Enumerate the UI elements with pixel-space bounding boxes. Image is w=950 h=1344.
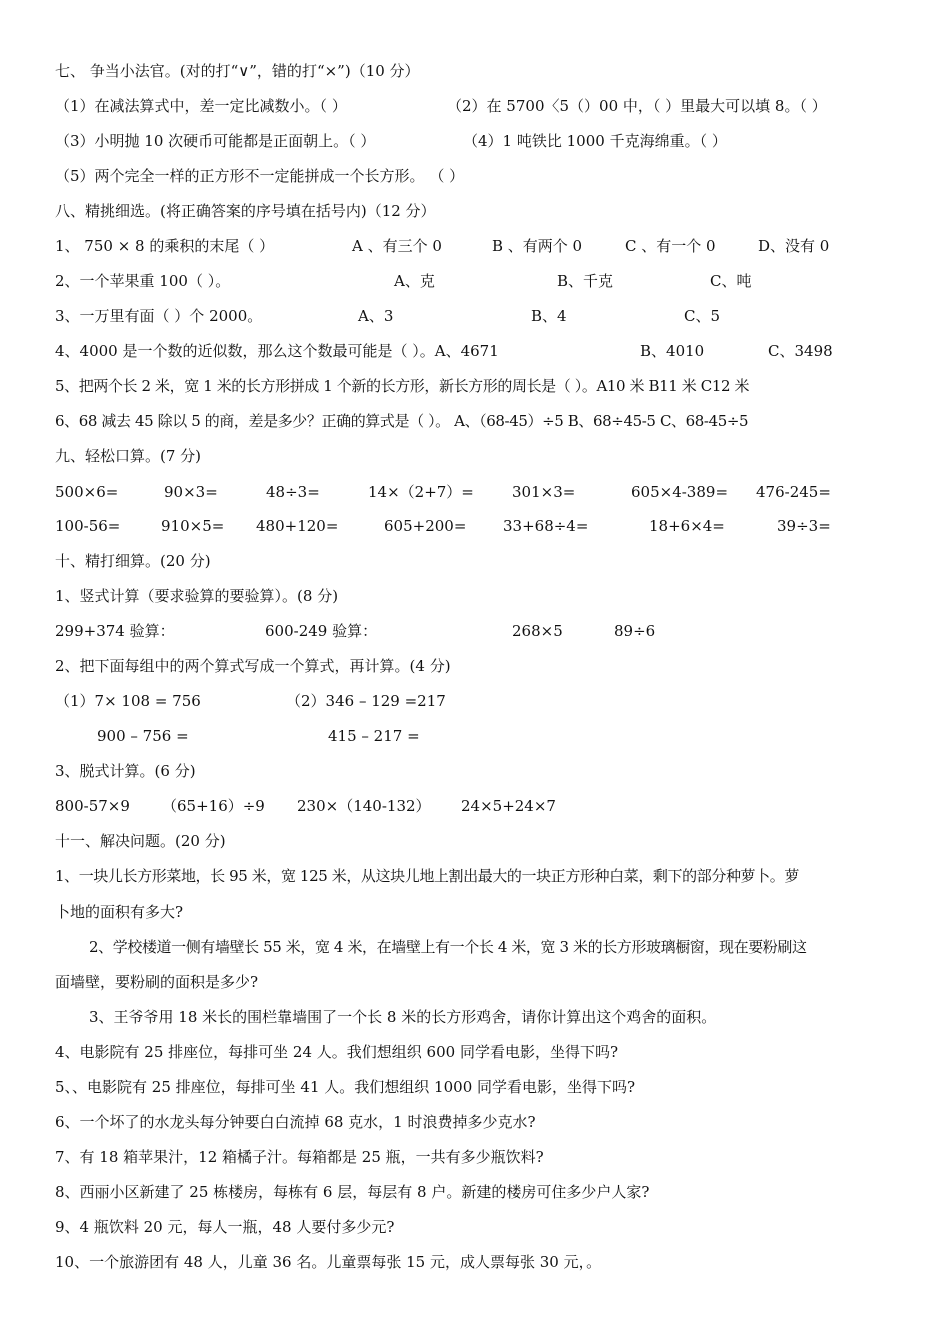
s10-group-1-line-2: 900 – 756 = [97, 727, 189, 745]
s8-q1-stem: 1、 750 × 8 的乘积的末尾（ ） [55, 237, 275, 255]
mental-calc-item: 301×3= [512, 483, 576, 501]
s11-problem-1-line-2: 卜地的面积有多大? [55, 903, 184, 921]
s8-q3-option-b: B、4 [531, 307, 567, 325]
s11-problem-9: 9、4 瓶饮料 20 元，每人一瓶，48 人要付多少元? [55, 1218, 395, 1236]
s10-group-1-line-1: （1）7× 108 = 756 [55, 692, 201, 710]
s11-problem-6: 6、一个坏了的水龙头每分钟要白白流掉 68 克水，1 时浪费掉多少克水? [55, 1113, 536, 1131]
s11-problem-1-line-1: 1、一块儿长方形菜地，长 95 米，宽 125 米，从这块儿地上割出最大的一块正方形种白菜，剩下的部分种萝卜。萝 [55, 867, 799, 885]
mental-calc-item: 500×6= [55, 483, 119, 501]
mental-calc-item: 605×4-389= [631, 483, 729, 501]
mental-calc-item: 605+200= [384, 517, 467, 535]
s7-question-3: （3）小明抛 10 次硬币可能都是正面朝上。（ ） [55, 132, 376, 150]
s8-q1-option-a: A 、有三个 0 [352, 237, 442, 255]
s8-q2-option-c: C、吨 [710, 272, 752, 290]
s11-problem-4: 4、电影院有 25 排座位，每排可坐 24 人。我们想组织 600 同学看电影，坐得下吗? [55, 1043, 619, 1061]
vertical-calc-item: 299+374 验算： [55, 622, 175, 640]
s10-sub-3: 3、脱式计算。(6 分) [55, 762, 196, 780]
stepwise-calc-item: （65+16）÷9 [162, 797, 265, 815]
s8-q3-stem: 3、一万里有面（ ）个 2000。 [55, 307, 263, 325]
mental-calc-item: 100-56= [55, 517, 121, 535]
s11-problem-8: 8、西丽小区新建了 25 栋楼房，每栋有 6 层，每层有 8 户。新建的楼房可住多少户人家? [55, 1183, 650, 1201]
mental-calc-item: 14×（2+7）= [368, 483, 474, 501]
mental-calc-item: 476-245= [756, 483, 831, 501]
s10-sub-1: 1、竖式计算（要求验算的要验算）。(8 分) [55, 587, 339, 605]
s11-problem-2-line-1: 2、学校楼道一侧有墙壁长 55 米，宽 4 米，在墙壁上有一个长 4 米，宽 3 米的长方形玻璃橱窗，现在要粉刷这 [89, 938, 807, 956]
section-9-title: 九、轻松口算。(7 分) [55, 447, 202, 465]
s10-sub-2: 2、把下面每组中的两个算式写成一个算式，再计算。(4 分) [55, 657, 451, 675]
s8-q2-option-a: A、克 [394, 272, 435, 290]
section-7-title: 七、 争当小法官。(对的打“∨”，错的打“×”)（10 分） [55, 62, 420, 80]
s8-q3-option-c: C、5 [684, 307, 721, 325]
mental-calc-item: 33+68÷4= [503, 517, 589, 535]
vertical-calc-item: 268×5 [512, 622, 563, 640]
s8-q1-option-d: D、没有 0 [758, 237, 830, 255]
mental-calc-item: 39÷3= [777, 517, 831, 535]
s8-q3-option-a: A、3 [358, 307, 394, 325]
s8-q2-option-b: B、千克 [557, 272, 614, 290]
mental-calc-item: 480+120= [256, 517, 339, 535]
section-10-title: 十、精打细算。(20 分) [55, 552, 211, 570]
s11-problem-3: 3、王爷爷用 18 米长的围栏靠墙围了一个长 8 米的长方形鸡舍，请你计算出这个鸡舍的面积。 [89, 1008, 717, 1026]
s8-q4-option-c: C、3498 [768, 342, 833, 360]
s8-question-5: 5、把两个长 2 米，宽 1 米的长方形拼成 1 个新的长方形，新长方形的周长是（ ）。A10 米 B11 米 C12 米 [55, 377, 750, 395]
stepwise-calc-item: 230×（140-132） [297, 797, 431, 815]
s11-problem-5: 5、、电影院有 25 排座位，每排可坐 41 人。我们想组织 1000 同学看电影，坐得下吗? [55, 1078, 636, 1096]
s8-q2-stem: 2、一个苹果重 100（ ）。 [55, 272, 231, 290]
mental-calc-item: 90×3= [164, 483, 218, 501]
mental-calc-item: 48÷3= [266, 483, 320, 501]
s8-q4-stem: 4、4000 是一个数的近似数，那么这个数最可能是（ ）。A、4671 [55, 342, 499, 360]
s8-q4-option-b: B、4010 [640, 342, 705, 360]
vertical-calc-item: 600-249 验算： [265, 622, 378, 640]
section-8-title: 八、精挑细选。(将正确答案的序号填在括号内)（12 分） [55, 202, 436, 220]
section-11-title: 十一、解决问题。(20 分) [55, 832, 226, 850]
s10-group-2-line-2: 415 – 217 = [328, 727, 420, 745]
s7-question-1: （1）在减法算式中，差一定比减数小。（ ） [55, 97, 347, 115]
s10-group-2-line-1: （2）346 – 129 =217 [286, 692, 446, 710]
s8-q1-option-b: B 、有两个 0 [492, 237, 583, 255]
mental-calc-item: 910×5= [161, 517, 225, 535]
stepwise-calc-item: 24×5+24×7 [461, 797, 556, 815]
s11-problem-2-line-2: 面墙壁，要粉刷的面积是多少? [55, 973, 259, 991]
stepwise-calc-item: 800-57×9 [55, 797, 130, 815]
s8-q1-option-c: C 、有一个 0 [625, 237, 716, 255]
s11-problem-7: 7、有 18 箱苹果汁，12 箱橘子汁。每箱都是 25 瓶，一共有多少瓶饮料? [55, 1148, 544, 1166]
s8-question-6: 6、68 减去 45 除以 5 的商，差是多少？正确的算式是（ ）。 A、（68-45）÷5 B、68÷45-5 C、68-45÷5 [55, 412, 749, 430]
s11-problem-10: 10、一个旅游团有 48 人，儿童 36 名。儿童票每张 15 元，成人票每张 30 元，。 [55, 1253, 602, 1271]
mental-calc-item: 18+6×4= [649, 517, 725, 535]
vertical-calc-item: 89÷6 [614, 622, 656, 640]
s7-question-2: （2）在 5700〈5（）00 中，（ ）里最大可以填 8。（ ） [447, 97, 827, 115]
s7-question-4: （4）1 吨铁比 1000 千克海绵重。（ ） [463, 132, 727, 150]
s7-question-5: （5）两个完全一样的正方形不一定能拼成一个长方形。 （ ） [55, 167, 465, 185]
